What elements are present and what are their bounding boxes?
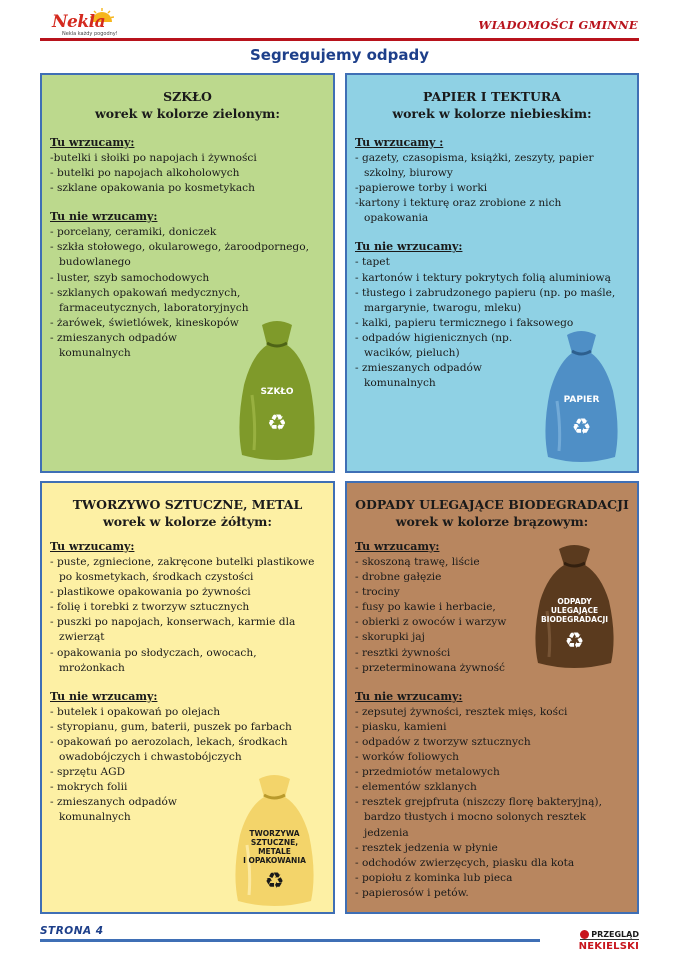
- panel-subtitle: worek w kolorze zielonym:: [95, 106, 280, 121]
- reject-heading: Tu nie wrzucamy:: [50, 210, 158, 224]
- list-item: - szklanych opakowań medycznych, farmaceutycznych, laboratoryjnych: [50, 286, 249, 314]
- plastic-metal-panel: [40, 481, 335, 914]
- bag-label-line: METALE: [258, 847, 291, 856]
- blue-bag-illustration: [539, 325, 624, 465]
- list-item: - sprzętu AGD: [50, 766, 126, 779]
- list-item: - popiołu z kominka lub pieca: [355, 871, 513, 884]
- list-item: - tapet: [355, 256, 390, 269]
- recycle-icon: ♻: [264, 869, 285, 894]
- page-number: STRONA 4: [40, 925, 104, 937]
- list-item: -kartony i tekturę oraz zrobione z nich opakowania: [355, 197, 562, 225]
- panel-subtitle: worek w kolorze żółtym:: [103, 514, 272, 529]
- list-item: - obierki z owoców i warzyw: [355, 616, 507, 629]
- list-item: - opakowania po słodyczach, owocach, mrożonkach: [50, 646, 257, 674]
- bag-label-line: TWORZYWA: [249, 829, 300, 838]
- yellow-bag-illustration: [227, 769, 322, 909]
- biodegradable-panel: [345, 481, 639, 914]
- page-title: Segregujemy odpady: [249, 46, 430, 64]
- przeglad-nekielski-logo: [569, 922, 639, 952]
- list-item: - przedmiotów metalowych: [355, 766, 500, 779]
- header-divider: [40, 38, 639, 41]
- list-item: -butelki i słoiki po napojach i żywności: [50, 152, 257, 164]
- logo-bottom-text: NEKIELSKI: [578, 941, 639, 952]
- list-item: - kartonów i tektury pokrytych folią aluminiową: [355, 271, 611, 284]
- footer-divider: [40, 939, 540, 942]
- list-item: - luster, szyb samochodowych: [50, 271, 210, 284]
- accept-heading: Tu wrzucamy :: [355, 136, 444, 149]
- list-item: - worków foliowych: [355, 751, 459, 764]
- bag-label-line: ULEGAJĄCE: [550, 606, 599, 615]
- nekla-logo: [40, 10, 120, 40]
- recycle-icon: ♻: [571, 415, 592, 440]
- list-item: - trociny: [355, 586, 400, 599]
- list-item: - skoszoną trawę, liście: [355, 556, 480, 568]
- accept-list: [42, 151, 333, 196]
- list-item: - resztki żywności: [355, 646, 451, 659]
- reject-heading: Tu nie wrzucamy:: [355, 689, 463, 703]
- panel-title: PAPIER I TEKTURA: [423, 89, 561, 104]
- list-item: - gazety, czasopisma, książki, zeszyty, papier szkolny, biurowy: [355, 152, 594, 180]
- list-item: - fusy po kawie i herbacie,: [355, 601, 496, 614]
- reject-heading: Tu nie wrzucamy:: [355, 240, 463, 254]
- panel-title: TWORZYWO SZTUCZNE, METAL: [72, 497, 303, 512]
- bag-label: PAPIER: [563, 395, 600, 405]
- logo-tagline: Nekla każdy pogodny!: [62, 31, 118, 37]
- bag-label-line: I OPAKOWANIA: [243, 856, 306, 865]
- list-item: - folię i torebki z tworzyw sztucznych: [50, 601, 250, 614]
- bag-label-line: ODPADY: [557, 597, 592, 606]
- list-item: - papierosów i petów.: [355, 886, 469, 899]
- list-item: - zmieszanych odpadów komunalnych: [355, 362, 482, 390]
- list-item: - szkła stołowego, okularowego, żaroodpornego, budowlanego: [50, 241, 309, 269]
- list-item: - kalki, papieru termicznego i faksowego: [355, 316, 574, 329]
- list-item: - puste, zgniecione, zakręcone butelki plastikowe po kosmetykach, środkach czystości: [50, 556, 315, 584]
- list-item: - mokrych folii: [50, 781, 128, 794]
- panel-title: SZKŁO: [163, 89, 212, 104]
- reject-heading: Tu nie wrzucamy:: [50, 689, 158, 703]
- section-title: WIADOMOŚCI GMINNE: [478, 18, 638, 32]
- bag-label: [527, 597, 622, 624]
- list-item: - opakowań po aerozolach, lekach, środkach owadobójczych i chwastobójczych: [50, 735, 288, 764]
- recycle-icon: ♻: [564, 629, 585, 654]
- recycle-icon: ♻: [267, 411, 287, 436]
- list-item: - odpadów higienicznych (np. wacików, pieluch): [355, 331, 513, 360]
- list-item: - styropianu, gum, baterii, puszek po farbach: [50, 720, 292, 733]
- list-item: - piasku, kamieni: [355, 720, 447, 733]
- reject-list: [347, 705, 637, 901]
- list-item: - butelki po napojach alkoholowych: [50, 167, 240, 180]
- bag-label-line: BIODEGRADACJI: [540, 615, 609, 624]
- list-item: - porcelany, ceramiki, doniczek: [50, 226, 217, 239]
- green-bag-illustration: [232, 315, 322, 465]
- list-item: -papierowe torby i worki: [355, 182, 488, 195]
- glass-panel: [40, 73, 335, 473]
- paper-panel: [345, 73, 639, 473]
- panel-title: ODPADY ULEGAJĄCE BIODEGRADACJI: [355, 497, 629, 512]
- list-item: - odpadów z tworzyw sztucznych: [355, 735, 531, 748]
- list-item: - plastikowe opakowania po żywności: [50, 586, 251, 599]
- list-item: - resztek grejpfruta (niszczy florę bakteryjną), bardzo tłustych i mocno solonych resztek jedzenia: [355, 796, 602, 839]
- panel-subtitle: worek w kolorze brązowym:: [395, 514, 589, 529]
- logo-top-line: [580, 930, 639, 940]
- bag-label-line: SZTUCZNE,: [250, 838, 299, 847]
- accept-list: [42, 555, 333, 676]
- list-item: - skorupki jaj: [355, 631, 425, 644]
- accept-heading: Tu wrzucamy:: [50, 136, 135, 149]
- accept-heading: Tu wrzucamy:: [355, 540, 440, 553]
- bag-label: SZKŁO: [260, 387, 294, 397]
- panel-subtitle: worek w kolorze niebieskim:: [392, 106, 592, 121]
- list-item: - drobne gałęzie: [355, 571, 442, 584]
- accept-list: [347, 151, 637, 226]
- list-item: - resztek jedzenia w płynie: [355, 841, 498, 854]
- list-item: - puszki po napojach, konserwach, karmie dla zwierząt: [50, 616, 296, 644]
- list-item: - zmieszanych odpadów komunalnych: [50, 796, 177, 824]
- logo-wordmark: Nekla: [52, 12, 106, 32]
- brown-bag-illustration: [527, 541, 622, 671]
- list-item: - przeterminowana żywność: [355, 661, 505, 674]
- page-header: [0, 0, 679, 44]
- accept-heading: Tu wrzucamy:: [50, 540, 135, 553]
- logo-top-text: PRZEGLĄD: [591, 930, 639, 939]
- list-item: - zmieszanych odpadów komunalnych: [50, 331, 177, 360]
- list-item: - szklane opakowania po kosmetykach: [50, 182, 255, 195]
- list-item: - elementów szklanych: [355, 781, 477, 794]
- list-item: - tłustego i zabrudzonego papieru (np. po maśle, margarynie, twarogu, mleku): [355, 286, 616, 314]
- list-item: - odchodów zwierzęcych, piasku dla kota: [355, 856, 575, 869]
- list-item: - żarówek, świetlówek, kineskopów: [50, 316, 239, 329]
- list-item: - butelek i opakowań po olejach: [50, 705, 221, 718]
- list-item: - zepsutej żywności, resztek mięs, kości: [355, 705, 568, 718]
- bag-label: [227, 829, 322, 865]
- logo-dot-icon: [580, 930, 589, 939]
